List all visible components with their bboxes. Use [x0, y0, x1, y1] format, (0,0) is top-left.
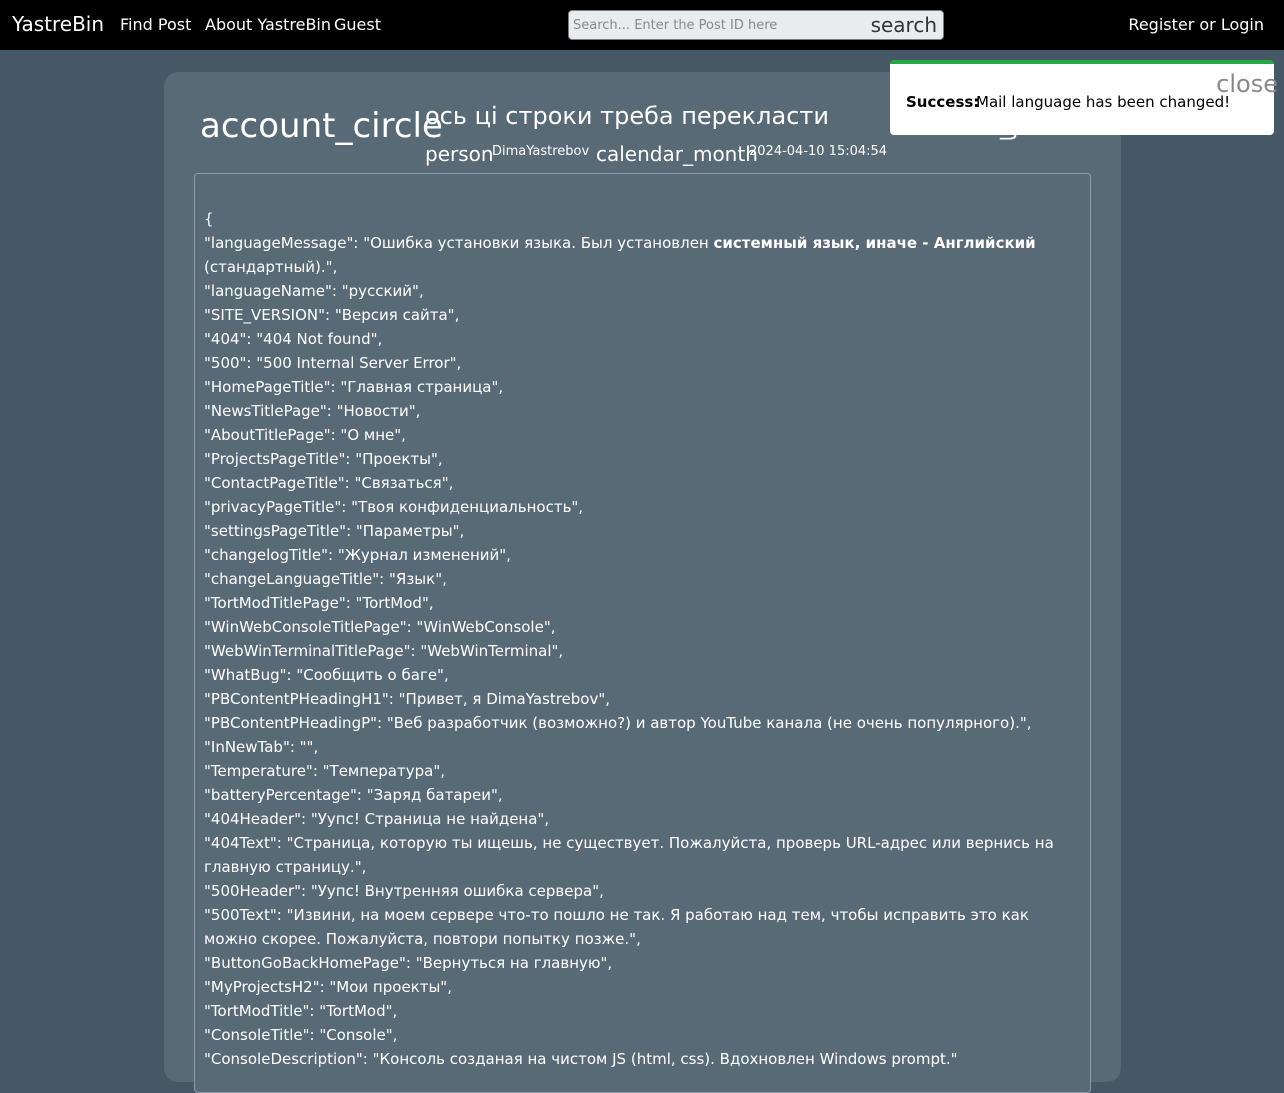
content-line: "languageName": "русский",	[204, 282, 424, 300]
content-line: "PBContentPHeadingH1": "Привет, я DimaYastrebov",	[204, 690, 611, 708]
post-content	[194, 173, 1091, 1093]
content-line: "InNewTab": "",	[204, 738, 319, 756]
content-line: (стандартный).",	[204, 258, 338, 276]
content-line: "TortModTitlePage": "TortMod",	[204, 594, 434, 612]
content-bold-text: системный язык	[713, 234, 855, 252]
search-icon[interactable]: search	[870, 13, 937, 37]
content-line: "batteryPercentage": "Заряд батареи",	[204, 786, 503, 804]
content-line: "PBContentPHeadingP": "Веб разработчик (возможно?) и автор YouTube канала (не очень популярного).",	[204, 714, 1032, 732]
nav-find-post[interactable]: Find Post	[120, 15, 192, 34]
content-bold-separator: ,	[854, 234, 866, 252]
content-line: "ConsoleTitle": "Console",	[204, 1026, 398, 1044]
content-line	[204, 231, 1082, 255]
brand-logo[interactable]: YastreBin	[12, 12, 105, 36]
content-line: "500Header": "Уупс! Внутренняя ошибка сервера",	[204, 882, 604, 900]
search-bar	[568, 10, 944, 40]
toast-label: Success:	[906, 93, 980, 111]
person-icon: person	[425, 142, 494, 166]
content-bold-text: иначе - Английский	[865, 234, 1036, 252]
content-line: "ConsoleDescription": "Консоль созданая на чистом JS (html, css). Вдохновлен Windows prompt."	[204, 1050, 958, 1068]
calendar-month-icon: calendar_month	[596, 142, 758, 166]
content-line: "404Text": "Страница, которую ты ищешь, не существует. Пожалуйста, проверь URL-адрес или вернись на главную страницу.",	[204, 834, 1059, 876]
post-date: 2024-04-10 15:04:54	[749, 144, 888, 159]
content-line: "SITE_VERSION": "Версия сайта",	[204, 306, 460, 324]
content-line: "NewsTitlePage": "Новости",	[204, 402, 421, 420]
post-panel	[164, 72, 1121, 1082]
success-toast	[890, 60, 1278, 135]
toast-message: Mail language has been changed!	[976, 93, 1231, 111]
content-line: "MyProjectsH2": "Мои проекты",	[204, 978, 452, 996]
content-line: "ProjectsPageTitle": "Проекты",	[204, 450, 443, 468]
content-line: "WebWinTerminalTitlePage": "WebWinTerminal",	[204, 642, 564, 660]
content-line: "changelogTitle": "Журнал изменений",	[204, 546, 511, 564]
content-line: "Temperature": "Температура",	[204, 762, 445, 780]
post-title: ось ці строки треба перекласти	[425, 102, 829, 130]
account-circle-icon: account_circle	[200, 106, 443, 146]
post-author[interactable]: DimaYastrebov	[492, 144, 590, 159]
content-line: "500": "500 Internal Server Error",	[204, 354, 462, 372]
nav-about[interactable]: About YastreBin	[205, 15, 332, 34]
content-line: "500Text": "Извини, на моем сервере что-то пошло не так. Я работаю над тем, чтобы исправить это как можно скорее. Пожалуйста, повтори попытку позже.",	[204, 906, 1034, 948]
content-line-text: "languageMessage": "Ошибка установки языка. Был установлен	[204, 234, 714, 252]
content-line: "settingsPageTitle": "Параметры",	[204, 522, 465, 540]
search-input[interactable]	[571, 14, 865, 36]
content-line: "AboutTitlePage": "О мне",	[204, 426, 406, 444]
content-line: "404Header": "Уупс! Страница не найдена",	[204, 810, 550, 828]
top-navbar	[0, 0, 1284, 50]
content-line: "ButtonGoBackHomePage": "Вернуться на главную",	[204, 954, 613, 972]
content-line: "WhatBug": "Сообщить о баге",	[204, 666, 449, 684]
register-login-link[interactable]: Register or Login	[1128, 15, 1264, 34]
content-line: "HomePageTitle": "Главная страница",	[204, 378, 504, 396]
content-line: "privacyPageTitle": "Твоя конфиденциальность",	[204, 498, 584, 516]
content-line: "404": "404 Not found",	[204, 330, 383, 348]
close-icon[interactable]: close	[1216, 70, 1278, 98]
nav-guest[interactable]: Guest	[334, 15, 381, 34]
content-line: "TortModTitle": "TortMod",	[204, 1002, 398, 1020]
content-line: "changeLanguageTitle": "Язык",	[204, 570, 447, 588]
content-line: "WinWebConsoleTitlePage": "WinWebConsole",	[204, 618, 556, 636]
content-line: "ContactPageTitle": "Связаться",	[204, 474, 454, 492]
content-line: {	[204, 210, 214, 228]
